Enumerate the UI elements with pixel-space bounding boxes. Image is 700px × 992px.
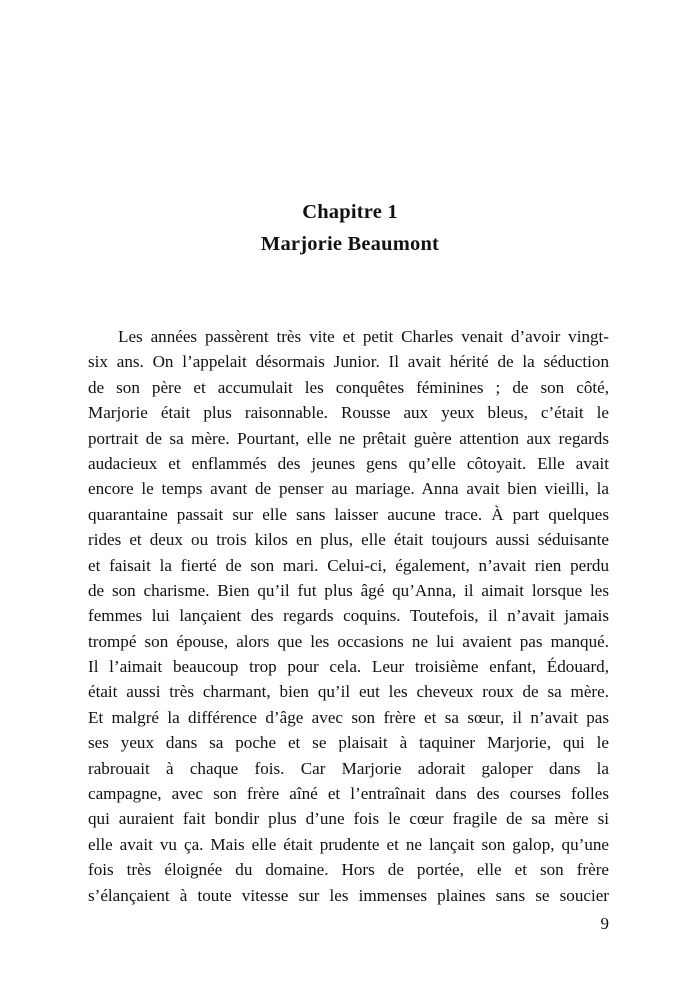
text-line: fois très éloignée du domaine. Hors de portée, elle et son frère (88, 860, 609, 880)
chapter-number: Chapitre 1 (302, 201, 398, 223)
text-line: femmes lui lançaient des regards coquins. Toutefois, il n’avait jamais (88, 606, 609, 626)
text-line: portrait de sa mère. Pourtant, elle ne prêtait guère attention aux regards (88, 428, 609, 448)
text-line: audacieux et enflammés des jeunes gens qu’elle côtoyait. Elle avait (88, 453, 609, 473)
text-line: encore le temps avant de penser au mariage. Anna avait bien vieilli, la (88, 479, 609, 499)
text-line: six ans. On l’appelait désormais Junior. Il avait hérité de la séduction (88, 352, 609, 372)
chapter-title: Marjorie Beaumont (260, 233, 440, 255)
text-line: et faisait la fierté de son mari. Celui-ci, également, n’avait rien perdu (88, 555, 609, 575)
text-line: qui auraient fait bondir plus d’une fois le cœur fragile de sa mère si (88, 809, 609, 829)
text-line: de son charisme. Bien qu’il fut plus âgé qu’Anna, il aimait lorsque les (88, 580, 609, 600)
text-line: rides et deux ou trois kilos en plus, elle était toujours aussi séduisante (88, 530, 609, 550)
text-line: était aussi très charmant, bien qu’il eut les cheveux roux de sa mère. (88, 682, 609, 702)
text-line: campagne, avec son frère aîné et l’entraînait dans des courses folles (88, 784, 609, 804)
text-line: ses yeux dans sa poche et se plaisait à taquiner Marjorie, qui le (88, 733, 609, 753)
chapter-heading (0, 196, 700, 260)
text-line: de son père et accumulait les conquêtes féminines ; de son côté, (88, 377, 609, 397)
body-paragraph (88, 324, 609, 908)
page-number: 9 (600, 914, 609, 933)
text-line: Les années passèrent très vite et petit Charles venait d’avoir vingt- (118, 327, 609, 346)
text-line: trompé son épouse, alors que les occasions ne lui avaient pas manqué. (88, 631, 609, 651)
text-line: elle avait vu ça. Mais elle était prudente et ne lançait son galop, qu’une (88, 834, 609, 854)
text-line: quarantaine passait sur elle sans laisser aucune trace. À part quelques (88, 504, 609, 524)
text-line: s’élançaient à toute vitesse sur les immenses plaines sans se soucier (88, 885, 609, 905)
text-line: Marjorie était plus raisonnable. Rousse aux yeux bleus, c’était le (88, 403, 609, 423)
text-line: rabrouait à chaque fois. Car Marjorie adorait galoper dans la (88, 758, 609, 778)
text-line: Il l’aimait beaucoup trop pour cela. Leur troisième enfant, Édouard, (88, 657, 609, 677)
text-line: Et malgré la différence d’âge avec son frère et sa sœur, il n’avait pas (88, 707, 609, 727)
